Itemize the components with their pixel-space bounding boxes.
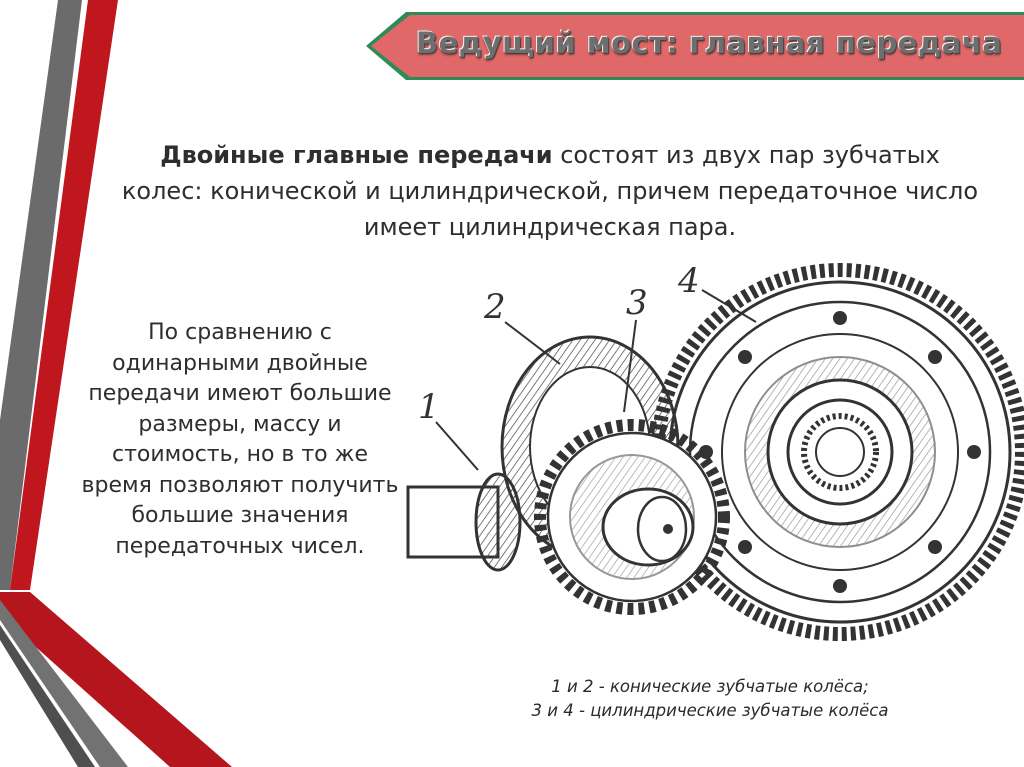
comparison-text: По сравнению с одинарными двойные передачи имеют большие размеры, массу и стоимость, но в то же время позволяют получить большие значения передаточных чисел. — [81, 320, 399, 559]
intro-paragraph — [120, 137, 980, 245]
slide-title: Ведущий мост: главная передача — [416, 26, 1003, 60]
caption-line-2: 3 и 4 - цилиндрические зубчатые колёса — [531, 701, 889, 720]
title-banner — [366, 12, 1024, 80]
bevel-pinion — [408, 474, 520, 570]
caption-line-1: 1 и 2 - конические зубчатые колёса; — [551, 677, 869, 696]
label-1: 1 — [418, 387, 440, 427]
label-2: 2 — [484, 287, 506, 327]
figure-caption — [470, 675, 950, 723]
gear-drawing — [400, 262, 1024, 642]
intro-bold: Двойные главные передачи — [160, 141, 553, 169]
intro-rest: состоят из двух пар зубчатых колес: конической и цилиндрической, причем передаточное число имеет цилиндрическая пара. — [121, 141, 979, 241]
spur-gear-large — [658, 270, 1022, 634]
gear-figure — [400, 262, 1024, 642]
label-3: 3 — [626, 283, 648, 323]
label-4: 4 — [678, 262, 700, 301]
